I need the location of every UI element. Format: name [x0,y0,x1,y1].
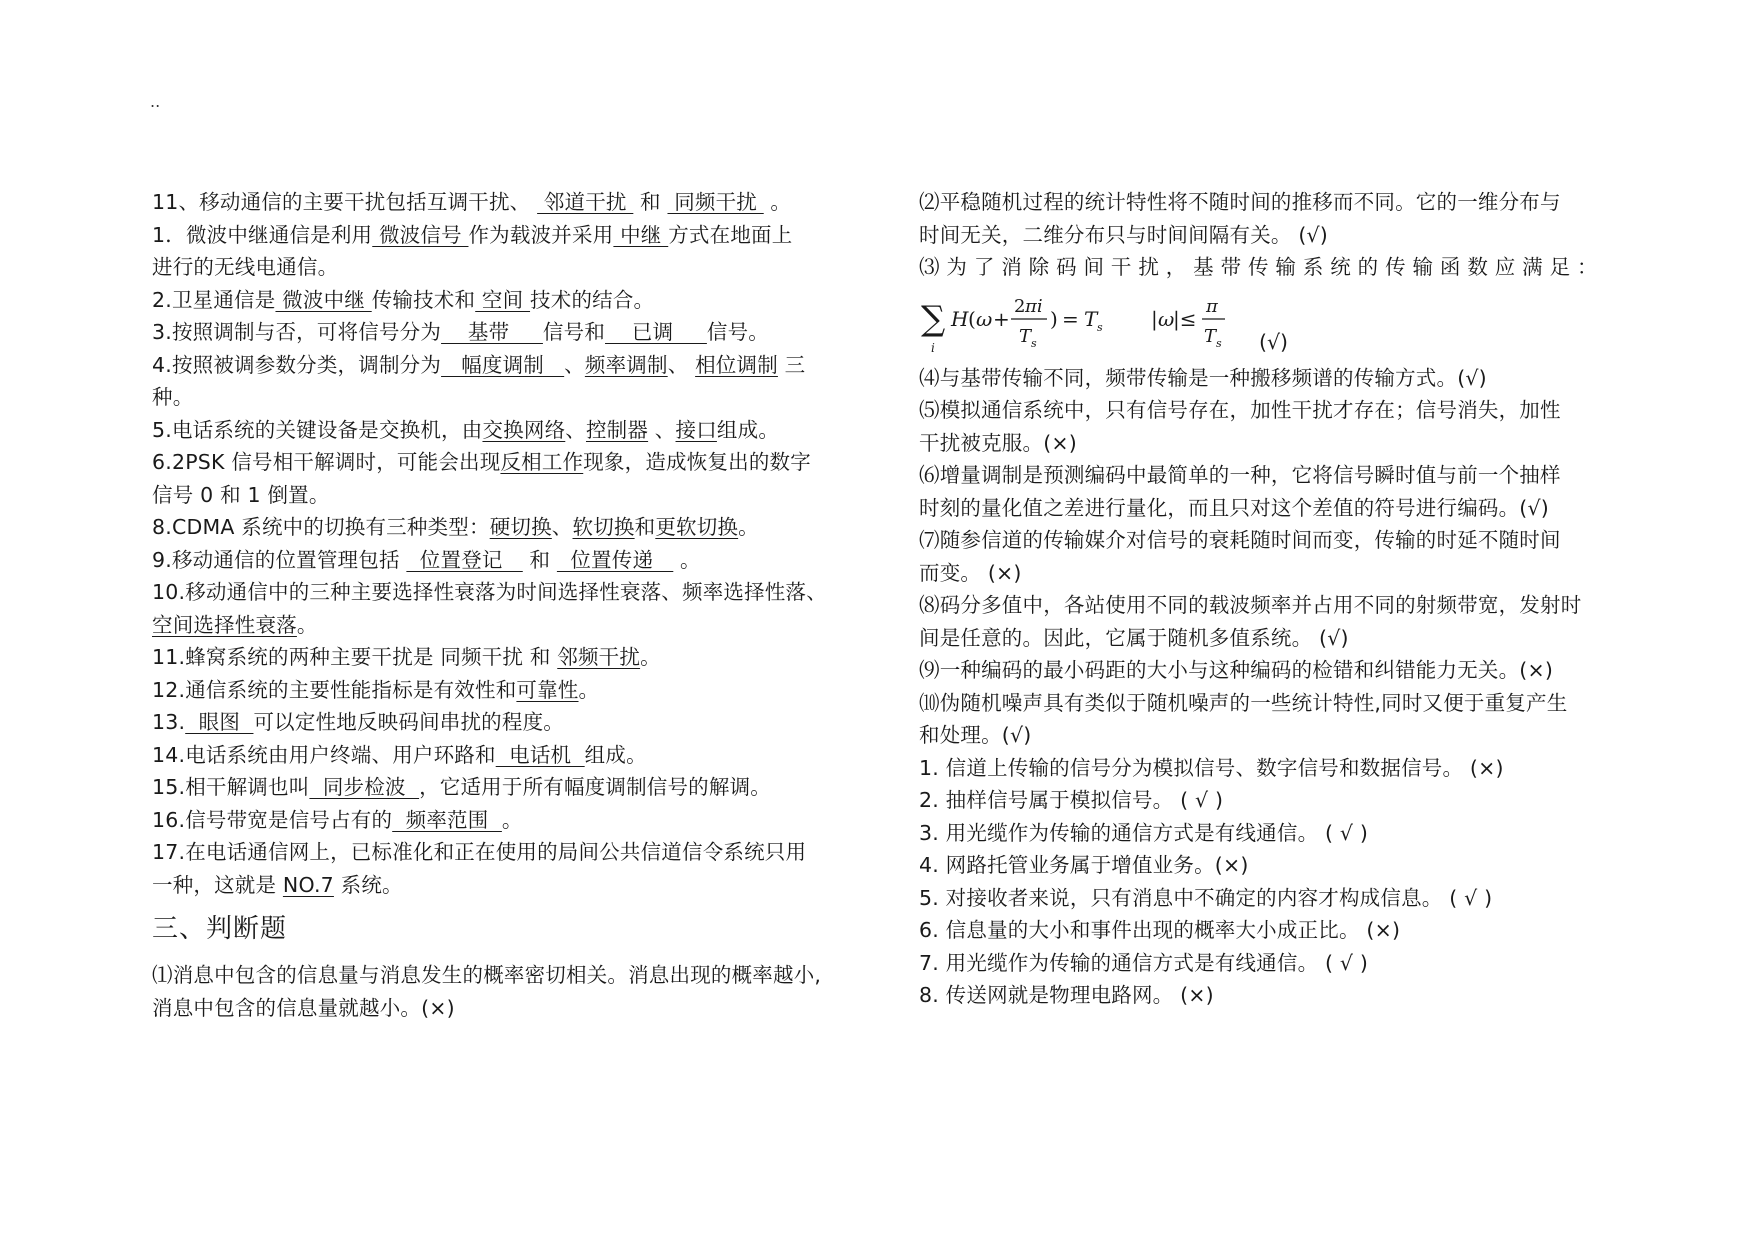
question-text: 1. 信道上传输的信号分为模拟信号、数字信号和数据信号。 (×) [919,755,1504,780]
question-text: 系统。 [333,872,403,897]
question-item [152,641,872,674]
question-line [152,959,872,992]
answer-blank: 眼图 [185,710,254,734]
question-text: 14.电话系统由用户终端、用户环路和 [152,742,496,767]
question-text: 8. 传送网就是物理电路网。 (×) [919,983,1214,1007]
question-line [919,394,1619,427]
answer-blank: 反相工作 [500,450,584,474]
question-item [152,836,872,901]
question-line [152,479,872,512]
answer-blank: 微波中继 [275,287,372,312]
question-text: ⑷与基带传输不同，频带传输是一种搬移频谱的传输方式。(√) [919,365,1487,390]
question-line [152,544,872,577]
question-text: 6. 信息量的大小和事件出现的概率大小成正比。 (×) [919,918,1401,942]
question-line [152,836,872,869]
question-line [919,979,1619,1012]
answer-blank: 同频干扰 [667,190,764,214]
question-text: 。 [738,515,759,539]
transfer-function-formula [919,286,1619,358]
question-text: 现象，造成恢复出的数字 [583,450,811,474]
question-item [152,674,872,707]
question-item [919,362,1619,395]
question-text: 进行的无线电通信。 [152,255,339,279]
question-text: 8.CDMA 系统中的切换有三种类型： [152,515,490,539]
question-item [152,316,872,349]
question-item [152,446,872,511]
formula-image [919,286,1249,358]
fill-in-questions [152,186,872,901]
question-text: 、 [648,417,676,442]
question-line [152,739,872,772]
question-line [152,992,872,1025]
answer-blank: 空间 [475,287,531,312]
question-text: 5.电话系统的关键设备是交换机，由 [152,417,483,442]
question-item [919,186,1619,251]
question-line [919,186,1619,219]
question-item [919,589,1619,654]
svg-text:|: | [1151,306,1158,331]
question-line [919,524,1619,557]
question-item [919,687,1619,752]
question-line [152,641,872,674]
question-line [152,284,872,317]
svg-text:|≤: |≤ [1173,306,1197,331]
question-item [152,511,872,544]
question-text: 13. [152,710,186,734]
answer-blank: 同步检波 [309,775,420,799]
svg-text:=: = [1062,306,1079,331]
question-text: 15.相干解调也叫 [152,775,310,799]
question-line [152,446,872,479]
question-text: ，它适用于所有幅度调制信号的解调。 [419,775,771,799]
svg-text:T: T [1084,306,1098,331]
question-item [152,414,872,447]
question-line [919,719,1619,752]
question-item [152,349,872,414]
question-line [919,914,1619,947]
question-text: 和 [522,547,557,572]
question-item [919,459,1619,524]
answer-blank: 邻频干扰 [557,645,641,669]
question-item [919,251,1619,284]
question-item [152,959,872,1024]
judgment-questions-right-a [919,186,1619,284]
question-text: 消息中包含的信息量就越小。(×) [152,995,455,1020]
svg-text:H: H [951,306,969,331]
question-line [919,219,1619,252]
question-text: 16.信号带宽是信号占有的 [152,807,393,832]
question-text: 传输技术和 [371,287,476,312]
svg-text:s: s [1097,320,1103,334]
svg-text:+: + [993,306,1010,331]
question-text: 间是任意的。因此，它属于随机多值系统。 (√) [919,625,1349,650]
answer-blank: 频率范围 [392,807,502,832]
question-text: 、 [564,352,585,377]
question-text: ⑵平稳随机过程的统计特性将不随时间的推移而不同。它的一维分布与 [919,190,1561,214]
page-header-marker: .. [150,92,161,111]
answer-blank: 硬切换 [489,515,552,539]
answer-blank: 空间选择性衰落 [152,612,297,637]
question-text: ⑻码分多值中，各站使用不同的载波频率并占用不同的射频带宽，发射时 [919,593,1582,617]
question-line [919,427,1619,460]
question-line [152,706,872,739]
question-line [152,251,872,284]
judgment-questions-left [152,959,872,1024]
question-text: 信号。 [706,320,769,344]
question-text: 5. 对接收者来说，只有消息中不确定的内容才构成信息。 ( √ ) [919,885,1493,910]
question-line [152,804,872,837]
answer-blank: 可靠性 [516,677,579,702]
question-item [919,784,1619,817]
question-text: 。 [763,190,792,214]
answer-blank: 更软切换 [655,515,739,539]
question-text: 信号和 [542,320,606,344]
answer-blank: 邻道干扰 [537,190,634,214]
question-text: 时间无关，二维分布只与时间间隔有关。 (√) [919,222,1328,247]
question-text: ⑹增量调制是预测编码中最简单的一种，它将信号瞬时值与前一个抽样 [919,463,1561,487]
question-text: 。 [296,612,318,637]
svg-text:T: T [1019,325,1032,347]
question-text: 。 [578,677,600,702]
answer-blank: 频率调制 [584,352,668,377]
question-line [152,381,872,414]
question-line [152,511,872,544]
question-line [919,752,1619,785]
question-line [152,219,872,252]
question-text: 组成。 [716,417,780,442]
question-line [152,869,872,902]
question-line [919,557,1619,590]
question-line [919,849,1619,882]
question-text: 、 [551,515,573,539]
question-line [919,784,1619,817]
question-text: 信号 0 和 1 倒置。 [152,482,330,507]
question-item [919,914,1619,947]
answer-blank: 控制器 [585,417,649,442]
question-text: 10.移动通信中的三种主要选择性衰落为时间选择性衰落、频率选择性落、 [152,580,827,604]
question-line [919,492,1619,525]
svg-text:ω: ω [976,306,993,331]
question-item [152,771,872,804]
question-text: ⑼一种编码的最小码距的大小与这种编码的检错和纠错能力无关。(×) [919,658,1554,682]
svg-text:2: 2 [1014,295,1026,317]
question-text: 6.2PSK 信号相干解调时，可能会出现 [152,450,501,474]
question-text: 可以定性地反映码间串扰的程度。 [253,710,564,734]
question-item [152,706,872,739]
question-text: 。 [501,807,523,832]
question-text: ⑶ 为 了 消 除 码 间 干 扰 ， 基 带 传 输 系 统 的 传 输 函 数 应 满 足 ： [919,255,1598,279]
question-text: 和处理。(√) [919,723,1032,747]
question-text: 种。 [152,385,194,409]
question-text: 2.卫星通信是 [152,287,276,312]
formula-answer-mark: (√) [1259,329,1289,354]
question-text: 时刻的量化值之差进行量化，而且只对这个差值的符号进行编码。(√) [919,495,1549,520]
svg-text:T: T [1204,325,1217,347]
question-line [919,817,1619,850]
question-line [919,362,1619,395]
question-item [152,739,872,772]
question-text: 。 [673,547,701,572]
question-text: ⑸模拟通信系统中，只有信号存在，加性干扰才存在；信号消失，加性 [919,398,1561,422]
question-item [919,752,1619,785]
question-text: 、 [667,352,696,377]
right-column [919,186,1619,1012]
svg-text:s: s [1216,336,1222,350]
question-line [919,459,1619,492]
answer-blank: 中继 [613,222,669,247]
question-text: 9.移动通信的位置管理包括 [152,547,407,572]
question-item [919,394,1619,459]
question-text: 组成。 [584,742,647,767]
answer-blank: 接口 [675,417,717,442]
question-item [152,804,872,837]
svg-text:∑: ∑ [921,298,946,339]
svg-text:s: s [1031,336,1037,350]
answer-blank: 幅度调制 [441,352,565,377]
question-item [152,284,872,317]
question-item [919,524,1619,589]
question-item [919,817,1619,850]
answer-blank: 微波信号 [372,222,469,247]
question-text: 技术的结合。 [530,287,655,312]
question-line [919,654,1619,687]
question-item [919,849,1619,882]
question-line [919,622,1619,655]
question-text: 干扰被克服。(×) [919,430,1077,455]
answer-blank: 相位调制 [695,352,778,377]
answer-blank: 基带 [441,320,543,344]
question-text: 而变。 (×) [919,560,1022,585]
question-text: 11、移动通信的主要干扰包括互调干扰、 [152,190,538,214]
question-item [152,544,872,577]
question-text: 方式在地面上 [668,222,793,247]
question-text: 3. 用光缆作为传输的通信方式是有线通信。 ( √ ) [919,820,1369,845]
svg-text:): ) [1050,306,1058,331]
question-line [152,576,872,609]
question-line [919,589,1619,622]
question-line [919,882,1619,915]
judgment-questions-right-b [919,362,1619,1012]
question-text: ⑺随参信道的传输媒介对信号的衰耗随时间而变，传输的时延不随时间 [919,528,1561,552]
svg-text:ω: ω [1158,306,1175,331]
question-text: 7. 用光缆作为传输的通信方式是有线通信。 ( √ ) [919,950,1369,975]
question-line [152,771,872,804]
section-title-judgment: 三、判断题 [152,914,288,944]
answer-blank: 已调 [605,320,707,344]
question-text: 4.按照被调参数分类，调制分为 [152,352,442,377]
answer-blank: NO.7 [282,872,334,897]
question-item [919,947,1619,980]
question-line [152,674,872,707]
question-line [919,687,1619,720]
question-text: 作为载波并采用 [468,222,614,247]
question-text: ⑴消息中包含的信息量与消息发生的概率密切相关。消息出现的概率越小, [152,963,822,987]
question-text: ⑽伪随机噪声具有类似于随机噪声的一些统计特性,同时又便于重复产生 [919,690,1568,715]
question-line [152,609,872,642]
question-text: 12.通信系统的主要性能指标是有效性和 [152,677,517,702]
question-item [919,882,1619,915]
question-text: 2. 抽样信号属于模拟信号。 ( √ ) [919,788,1224,812]
question-text: 1．微波中继通信是利用 [152,222,373,247]
left-column [152,186,872,1024]
question-item [919,979,1619,1012]
svg-text:(: ( [968,306,976,331]
question-item [152,576,872,641]
question-item [919,654,1619,687]
svg-text:πi: πi [1025,295,1043,317]
question-text: 11.蜂窝系统的两种主要干扰是 同频干扰 和 [152,645,558,669]
question-item [152,186,872,219]
question-text: 4. 网路托管业务属于增值业务。(×) [919,853,1249,877]
question-text: 17.在电话通信网上，已标准化和正在使用的局间公共信道信令系统只用 [152,840,807,864]
answer-blank: 位置传递 [556,547,674,572]
answer-blank: 交换网络 [482,417,566,442]
answer-blank: 位置登记 [406,547,523,572]
question-text: 。 [640,645,661,669]
answer-blank: 电话机 [495,742,585,767]
question-text: 3.按照调制与否，可将信号分为 [152,320,442,344]
answer-blank: 软切换 [572,515,635,539]
svg-text:i: i [931,340,935,355]
question-line [152,349,872,382]
question-text: 三 [777,352,806,377]
question-item [152,219,872,284]
question-line [919,947,1619,980]
question-text: 和 [634,515,656,539]
svg-text:π: π [1206,295,1218,317]
question-text: 、 [565,417,586,442]
question-line [919,251,1619,284]
question-text: 和 [633,190,668,214]
question-line [152,316,872,349]
question-line [152,186,872,219]
question-line [152,414,872,447]
question-text: 一种，这就是 [152,872,283,897]
